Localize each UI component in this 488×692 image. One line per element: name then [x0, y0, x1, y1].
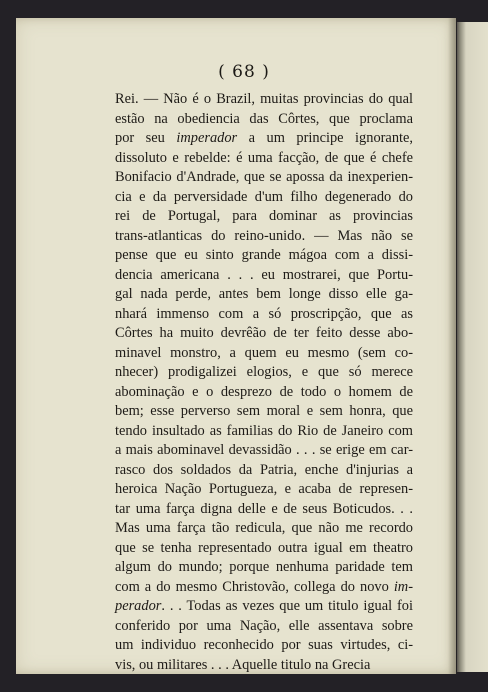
text-line: com a do mesmo Christovão, collega do novo im- — [115, 578, 413, 595]
text-line: que se tenha representado outra igual em theatro — [115, 539, 413, 556]
text-line: estão na obediencia das Côrtes, que proclama — [115, 110, 413, 127]
text-line: por seu imperador a um principe ignorante, — [115, 130, 414, 146]
page-body-text — [115, 90, 413, 675]
text-line: dissoluto e rebelde: é uma facção, de que é chefe — [115, 149, 413, 166]
italic-text: imperador — [176, 130, 238, 146]
italic-text: im- — [393, 578, 413, 595]
text-line: perador. . . Todas as vezes que um titulo igual foi — [115, 598, 413, 614]
italic-text: perador — [115, 598, 162, 614]
text-line: pense que eu sinto grande mágoa com a dissi- — [115, 247, 413, 263]
text-line: tar uma farça digna delle e de seus Boticudos. . . — [115, 500, 413, 517]
text-line: trans-atlanticas do reino-unido. — Mas não se — [115, 227, 413, 244]
text-line: rasco dos soldados da Patria, enche d'injurias a — [115, 461, 413, 478]
text-line: abominação e o desprezo de todo o homem de — [115, 383, 413, 400]
text-line: gal nada perde, antes bem longe disso elle ga- — [115, 286, 413, 302]
text-line: Bonifacio d'Andrade, que se apossa da inexperien- — [115, 169, 413, 185]
text-line: Côrtes ha muito devrêão de ter feito desse abo- — [115, 325, 413, 341]
text-line: nhará immenso com a só proscripção, que as — [115, 305, 413, 322]
text-line: Rei. — Não é o Brazil, muitas provincias do qual — [115, 91, 413, 107]
text-line: vis, ou militares . . . Aquelle titulo na Grecia — [115, 656, 371, 673]
text-line: minavel monstro, a quem eu mesmo (sem co- — [115, 344, 413, 361]
text-line: heroica Nação Portugueza, e acaba de represen- — [115, 481, 413, 497]
text-line: um individuo reconhecido por suas virtudes, ci- — [115, 637, 413, 653]
text-line: dencia americana . . . eu mostrarei, que Portu- — [115, 266, 413, 283]
text-line: rei de Portugal, para dominar as provincias — [115, 208, 413, 224]
page-number: ( 68 ) — [218, 62, 270, 82]
text-line: bem; esse perverso sem moral e sem honra, que — [115, 403, 413, 419]
facing-page-edge — [457, 22, 488, 672]
text-line: cia e da perversidade d'um filho degenerado do — [115, 188, 413, 205]
text-line: nhecer) prodigalizei elogios, e que só merece — [115, 364, 413, 380]
text-line: conferido por uma Nação, elle assentava sobre — [115, 617, 413, 634]
text-line: Mas uma farça tão redicula, que não me recordo — [115, 520, 413, 536]
text-line: algum do mundo; porque nenhuma paridade tem — [115, 559, 413, 575]
text-line: tendo insultado as familias do Rio de Janeiro com — [115, 422, 413, 439]
text-line: a mais abominavel devassidão . . . se erige em car- — [115, 442, 413, 458]
